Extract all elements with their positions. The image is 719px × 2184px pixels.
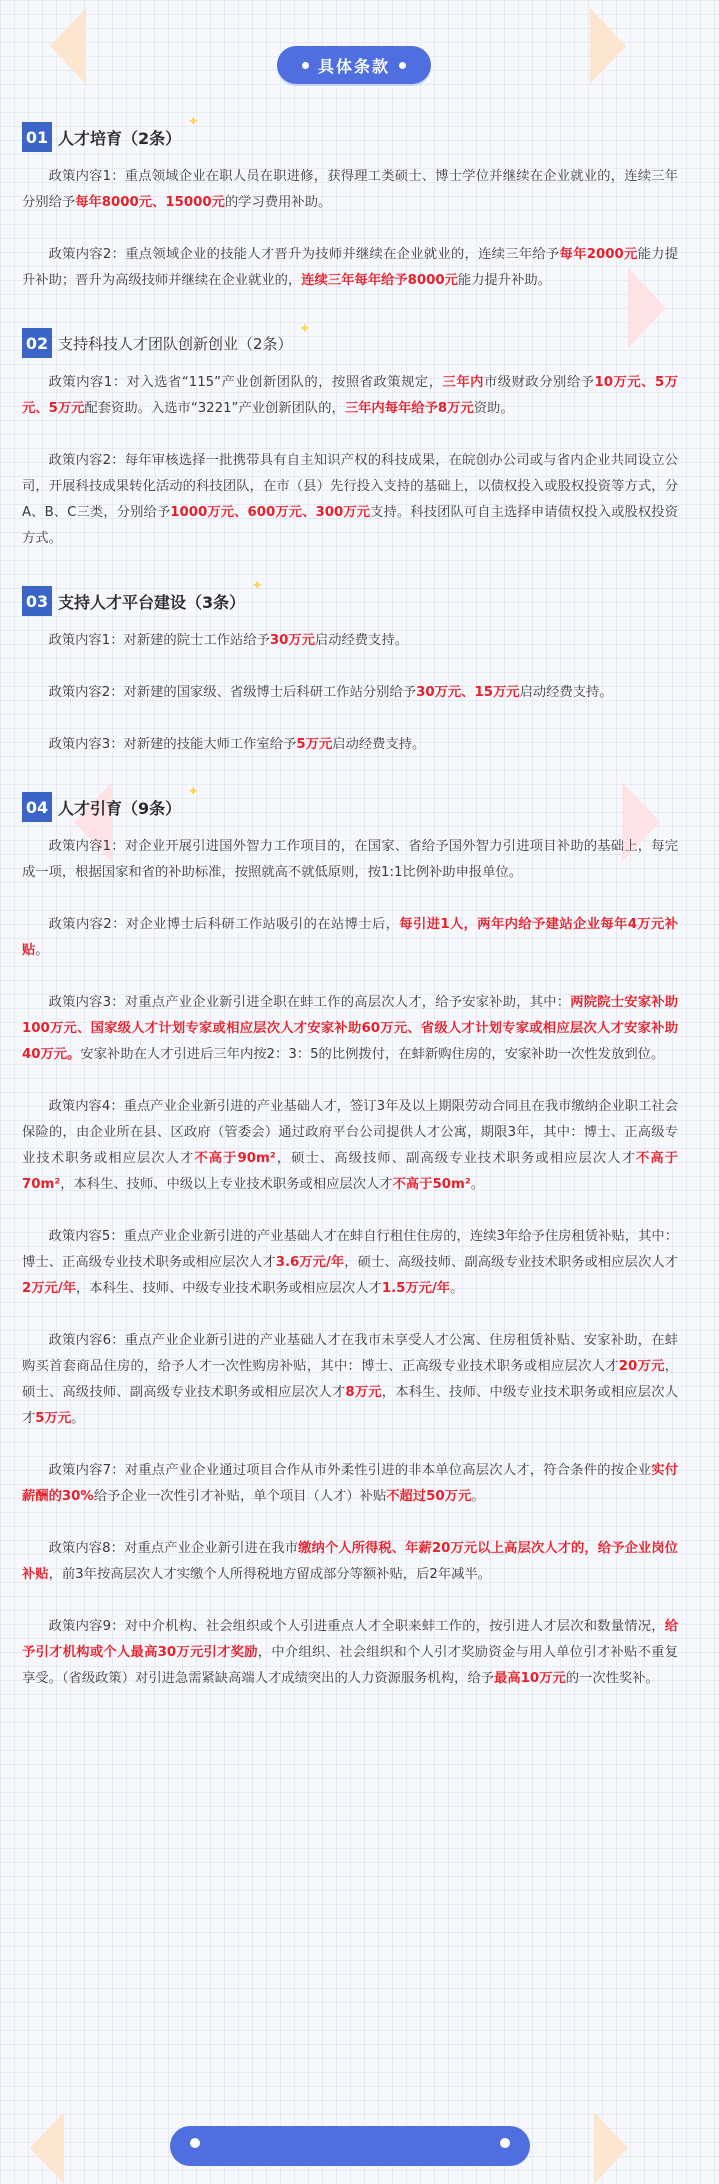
body-text: ，本科生、技师、中级专业技术职务或相应层次人才 [76, 1281, 382, 1296]
body-text: 启动经费支持。 [332, 737, 426, 752]
section-number-badge: 01 [22, 122, 52, 152]
policy-paragraph [22, 990, 678, 1068]
body-text: ，硕士、高级技师、副高级专业技术职务或相应层次人才 [344, 1255, 678, 1270]
body-text: 政策内容2：每年审核选择一批携带具有自主知识产权的科技成果，在皖创办公司或与省内企业共同设立公司，开展科技成果转化活动的科技团队，在市（县）先行投入支持的基础上，以债权投入或股权投资等方式，分A、B、C三类，分别给予 [22, 453, 678, 520]
section-title-text: 支持人才平台建设（3条） [58, 592, 246, 612]
policy-paragraph [22, 370, 678, 422]
decor-triangle-bottom-left [30, 2112, 64, 2184]
highlight-text: 实付薪酬的30% [22, 1463, 678, 1504]
highlight-text: 30万元、15万元 [416, 685, 520, 700]
highlight-text: 2万元/年 [22, 1281, 76, 1296]
policy-paragraph [22, 1614, 678, 1692]
policy-paragraph [22, 628, 678, 654]
policy-paragraph [22, 732, 678, 758]
body-text: 政策内容4：重点产业企业新引进的产业基础人才，签订3年及以上期限劳动合同且在我市缴纳企业职工社会保险的，由企业所在县、区政府（管委会）通过政府平台公司提供人才公寓，期限3年，其中：博士、正高级专业技术职务或相应层次人才 [22, 1099, 678, 1166]
body-text: ，本科生、技师、中级专业技术职务或相应层次人才 [22, 1385, 679, 1426]
section-title [58, 577, 264, 613]
section-number-badge: 03 [22, 586, 52, 616]
body-text: 安家补助在人才引进后三年内按2：3：5的比例拨付，在蚌新购住房的，安家补助一次性发放到位。 [80, 1047, 665, 1062]
body-text: 市级财政分别给予 [483, 375, 595, 390]
body-text: 政策内容5：重点产业企业新引进的产业基础人才在蚌自行租住住房的，连续3年给予住房租赁补贴，其中：博士、正高级专业技术职务或相应层次人才 [22, 1229, 678, 1270]
highlight-text: 每年2000元 [559, 247, 638, 262]
highlight-text: 1000万元、600万元、300万元 [170, 505, 371, 520]
highlight-text: 5万元 [35, 1411, 72, 1426]
highlight-text: 三年内每年给予8万元 [344, 401, 474, 416]
body-text: ，硕士、高级技师、副高级专业技术职务或相应层次人才 [275, 1151, 636, 1166]
highlight-text: 连续三年每年给予8000元 [301, 273, 458, 288]
body-text: 。 [450, 1281, 464, 1296]
body-text: 的学习费用补助。 [224, 195, 332, 210]
section-heading [22, 113, 678, 152]
body-text: 政策内容8：对重点产业企业新引进在我市 [48, 1541, 299, 1556]
pill-dot-right [399, 62, 406, 69]
body-text: 政策内容2：重点领域企业的技能人才晋升为技师并继续在企业就业的，连续三年给予 [48, 247, 560, 262]
section-number-badge: 02 [22, 328, 52, 358]
section-title [58, 320, 311, 354]
highlight-text: 30万元 [269, 633, 315, 648]
body-text: 启动经费支持。 [314, 633, 408, 648]
body-text: ，硕士、高级技师、副高级专业技术职务或相应层次人才 [22, 1359, 678, 1400]
sparkle-icon: ✦ [187, 783, 200, 800]
body-text: 资助。 [473, 401, 514, 416]
decor-triangle-top-right [590, 8, 626, 84]
sparkle-icon: ✦ [298, 320, 311, 337]
highlight-text: 缴纳个人所得税、年薪20万元以上高层次人才的，给予企业岗位补贴 [22, 1541, 678, 1582]
highlight-text: 10万元、5万元、5万元 [22, 375, 679, 416]
body-text: 政策内容9：对中介机构、社会组织或个人引进重点人才全职来蚌工作的，按引进人才层次和数量情况， [48, 1619, 665, 1634]
policy-content [22, 113, 679, 1726]
highlight-text: 给予引才机构或个人最高30万元引才奖励 [22, 1619, 678, 1660]
section-number-badge: 04 [22, 792, 52, 822]
section-title-text: 人才培育（2条） [58, 128, 182, 148]
body-text: 。 [71, 1411, 85, 1426]
policy-paragraph [22, 1094, 678, 1198]
body-text: 给予企业一次性引才补贴，单个项目（人才）补贴 [93, 1489, 387, 1504]
body-text: 。 [471, 1489, 485, 1504]
policy-paragraph [22, 680, 678, 706]
body-text: 政策内容1：对入选省“115”产业创新团队的，按照省政策规定， [48, 375, 443, 390]
body-text: 政策内容1：对企业开展引进国外智力工作项目的，在国家、省给予国外智力引进项目补助的基础上，每完成一项，根据国家和省的补助标准，按照就高不就低原则，按1:1比例补助申报单位。 [22, 839, 678, 880]
section-heading [22, 577, 678, 616]
body-text: ，前3年按高层次人才实缴个人所得税地方留成部分等额补贴，后2年减半。 [48, 1567, 492, 1582]
policy-paragraph [22, 1328, 678, 1432]
decor-triangle-top-left [50, 8, 86, 84]
policy-paragraph [22, 1458, 678, 1510]
policy-section [22, 113, 679, 294]
section-title [58, 113, 200, 149]
highlight-text: 每年8000元、15000元 [75, 195, 225, 210]
policy-paragraph [22, 1224, 678, 1302]
policy-section [22, 320, 679, 552]
highlight-text: 不高于70m² [22, 1151, 679, 1192]
body-text: 政策内容6：重点产业企业新引进的产业基础人才在我市未享受人才公寓、住房租赁补贴、安家补助，在蚌购买首套商品住房的，给予人才一次性购房补贴，其中：博士、正高级专业技术职务或相应层次人才 [22, 1333, 678, 1374]
body-text: 政策内容1：重点领域企业在职人员在职进修，获得理工类硕士、博士学位并继续在企业就业的，连续三年分别给予 [22, 169, 678, 210]
sparkle-icon: ✦ [251, 577, 264, 594]
highlight-text: 不高于50m² [392, 1177, 471, 1192]
body-text: 的一次性奖补。 [565, 1671, 659, 1686]
body-text: 政策内容1：对新建的院士工作站给予 [48, 633, 270, 648]
pill-dot-left [302, 62, 309, 69]
body-text: 能力提升补助。 [457, 273, 551, 288]
highlight-text: 20万元 [618, 1359, 665, 1374]
body-text: 。 [470, 1177, 484, 1192]
section-header-pill [277, 46, 431, 84]
policy-paragraph [22, 834, 678, 886]
highlight-text: 每引进1人，两年内给予建站企业每年4万元补贴 [22, 917, 678, 958]
body-text: 政策内容3：对重点产业企业新引进全职在蚌工作的高层次人才，给予安家补助，其中： [48, 995, 571, 1010]
highlight-text: 1.5万元/年 [381, 1281, 451, 1296]
highlight-text: 5万元 [296, 737, 333, 752]
highlight-text: 两院院士安家补助100万元、国家级人才计划专家或相应层次人才安家补助60万元、省级人才计划专家或相应层次人才安家补助40万元。 [22, 995, 678, 1062]
body-text: 配套资助。入选市“3221”产业创新团队的， [84, 401, 345, 416]
page-title: 具体条款 [317, 56, 390, 76]
body-text: 能力提升补助；晋升为高级技师并继续在企业就业的， [22, 247, 679, 288]
sparkle-icon: ✦ [187, 113, 200, 130]
body-text: 政策内容7：对重点产业企业通过项目合作从市外柔性引进的非本单位高层次人才，符合条件的按企业 [48, 1463, 652, 1478]
body-text: 支持。科技团队可自主选择申请债权投入或股权投资方式。 [22, 505, 678, 546]
decor-triangle-bottom-right [594, 2112, 628, 2184]
section-title-text: 支持科技人才团队创新创业（2条） [58, 334, 293, 353]
policy-paragraph [22, 242, 678, 294]
highlight-text: 不高于90m² [194, 1151, 276, 1166]
policy-paragraph [22, 448, 678, 552]
highlight-text: 8万元 [345, 1385, 382, 1400]
section-heading [22, 320, 678, 358]
body-text: 。 [35, 943, 49, 958]
section-title [58, 783, 200, 819]
highlight-text: 不超过50万元 [386, 1489, 472, 1504]
body-text: 政策内容2：对企业博士后科研工作站吸引的在站博士后， [48, 917, 400, 932]
footer-pill [170, 2126, 530, 2166]
section-heading [22, 783, 678, 822]
highlight-text: 3.6万元/年 [275, 1255, 345, 1270]
body-text: ，中介组织、社会组织和个人引才奖励资金与用人单位引才补贴不重复享受。（省级政策）对引进急需紧缺高端人才成绩突出的人力资源服务机构，给予 [22, 1645, 678, 1686]
policy-paragraph [22, 1536, 678, 1588]
highlight-text: 最高10万元 [494, 1671, 566, 1686]
policy-paragraph [22, 164, 678, 216]
body-text: 政策内容2：对新建的国家级、省级博士后科研工作站分别给予 [48, 685, 417, 700]
policy-paragraph [22, 912, 678, 964]
highlight-text: 三年内 [442, 375, 484, 390]
body-text: ，本科生、技师、中级以上专业技术职务或相应层次人才 [60, 1177, 393, 1192]
body-text: 启动经费支持。 [519, 685, 613, 700]
policy-section [22, 783, 679, 1692]
section-title-text: 人才引育（9条） [58, 798, 182, 818]
policy-section [22, 577, 678, 758]
body-text: 政策内容3：对新建的技能大师工作室给予 [48, 737, 297, 752]
